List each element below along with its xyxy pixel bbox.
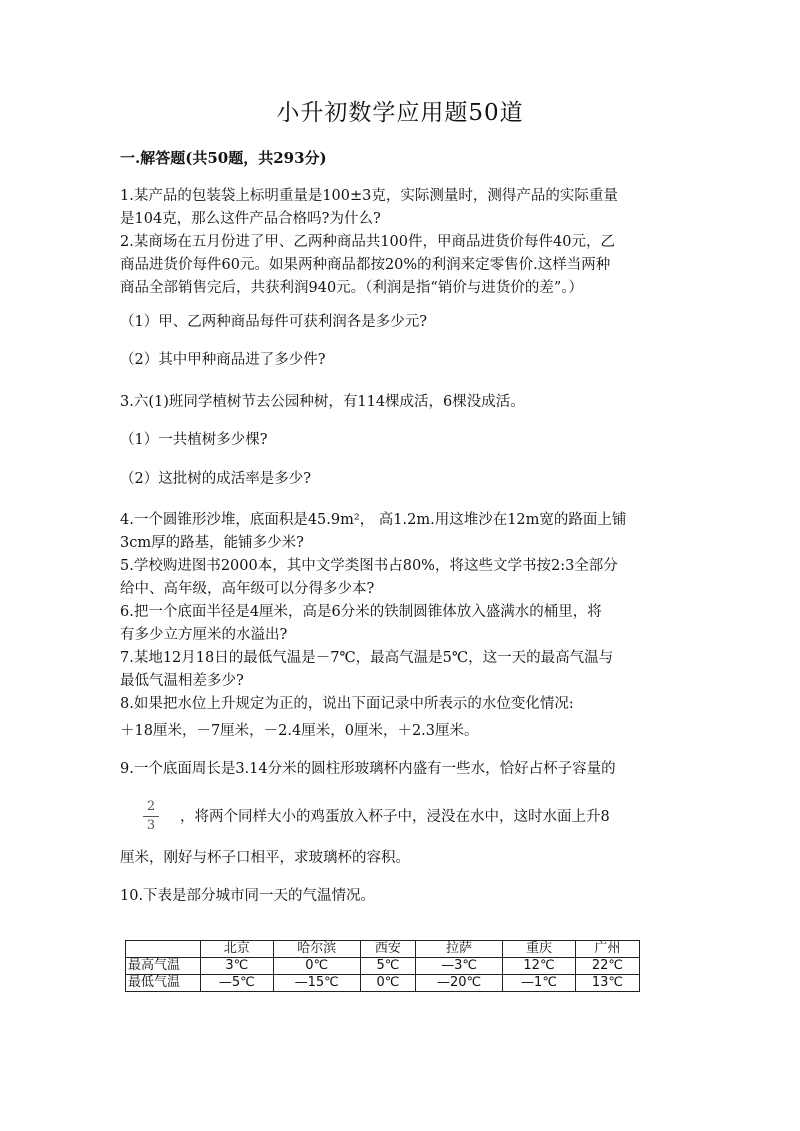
q8-line-2: ＋18厘米，－7厘米，－2.4厘米，0厘米，＋2.3厘米。: [120, 723, 479, 739]
fraction-denominator: 3: [146, 818, 156, 833]
table-row: [126, 975, 640, 992]
table-cell: 12℃: [503, 958, 576, 975]
q9-line-1: 9.一个底面周长是3.14分米的圆柱形玻璃杯内盛有一些水，恰好占杯子容量的: [120, 761, 616, 777]
table-header-cell: 北京: [201, 941, 274, 958]
table-header-cell: 西安: [360, 941, 415, 958]
q5-line-1: 5.学校购进图书2000本，其中文学类图书占80%，将这些文学书按2:3全部分: [120, 558, 618, 574]
q2-sub-1: （1）甲、乙两种商品每件可获利润各是多少元?: [120, 314, 427, 330]
q7-line-2: 最低气温相差多少?: [120, 673, 244, 689]
q1-line-1: 1.某产品的包装袋上标明重量是100±3克，实际测量时，测得产品的实际重量: [120, 188, 618, 204]
fraction-bar: [143, 816, 159, 817]
q1-line-2: 是104克，那么这件产品合格吗?为什么?: [120, 211, 381, 227]
q8-line-1: 8.如果把水位上升规定为正的，说出下面记录中所表示的水位变化情况:: [120, 696, 574, 712]
table-cell: —15℃: [273, 975, 360, 992]
section-header: 一.解答题(共50题，共293分): [120, 149, 327, 167]
table-cell: —3℃: [415, 958, 502, 975]
table-corner-cell: [126, 941, 201, 958]
q10-line-1: 10.下表是部分城市同一天的气温情况。: [120, 888, 376, 904]
q6-line-1: 6.把一个底面半径是4厘米，高是6分米的铁制圆锥体放入盛满水的桶里，将: [120, 604, 602, 620]
q9-line-2: ，将两个同样大小的鸡蛋放入杯子中，浸没在水中，这时水面上升8: [180, 809, 610, 825]
table-cell: —5℃: [201, 975, 274, 992]
table-cell: 22℃: [575, 958, 639, 975]
table-row-header: 最高气温: [126, 958, 201, 975]
table-row-header: 最低气温: [126, 975, 201, 992]
q3-line-1: 3.六(1)班同学植树节去公园种树，有114棵成活，6棵没成活。: [120, 394, 525, 410]
fraction-numerator: 2: [146, 799, 156, 814]
table-cell: 13℃: [575, 975, 639, 992]
q3-sub-2: （2）这批树的成活率是多少?: [120, 471, 311, 487]
q4-line-1: 4.一个圆锥形沙堆，底面积是45.9m²， 高1.2m.用这堆沙在12m宽的路面上铺: [120, 512, 627, 528]
q9-line-3: 厘米，刚好与杯子口相平，求玻璃杯的容积。: [120, 850, 410, 866]
page-title: 小升初数学应用题50道: [276, 100, 524, 126]
table-cell: —1℃: [503, 975, 576, 992]
q2-sub-2: （2）其中甲种商品进了多少件?: [120, 352, 326, 368]
q2-line-2: 商品进货价每件60元。如果两种商品都按20%的利润来定零售价.这样当两种: [120, 257, 611, 273]
temperature-table: [125, 940, 640, 992]
table-header-cell: 拉萨: [415, 941, 502, 958]
table-header-cell: 哈尔滨: [273, 941, 360, 958]
q2-line-3: 商品全部销售完后，共获利润940元。（利润是指“销价与进货价的差”。）: [120, 280, 583, 296]
q6-line-2: 有多少立方厘米的水溢出?: [120, 627, 288, 643]
q2-line-1: 2.某商场在五月份进了甲、乙两种商品共100件，甲商品进货价每件40元，乙: [120, 234, 615, 250]
fraction-two-thirds: [141, 799, 161, 834]
table-cell: 0℃: [273, 958, 360, 975]
q4-line-2: 3cm厚的路基，能铺多少米?: [120, 535, 304, 551]
table-cell: 3℃: [201, 958, 274, 975]
table-cell: 0℃: [360, 975, 415, 992]
table-header-row: [126, 941, 640, 958]
table-header-cell: 重庆: [503, 941, 576, 958]
table-cell: —20℃: [415, 975, 502, 992]
table-header-cell: 广州: [575, 941, 639, 958]
table-row: [126, 958, 640, 975]
q5-line-2: 给中、高年级，高年级可以分得多少本?: [120, 581, 375, 597]
q3-sub-1: （1）一共植树多少棵?: [120, 432, 268, 448]
q7-line-1: 7.某地12月18日的最低气温是－7℃，最高气温是5℃，这一天的最高气温与: [120, 650, 614, 666]
table-cell: 5℃: [360, 958, 415, 975]
